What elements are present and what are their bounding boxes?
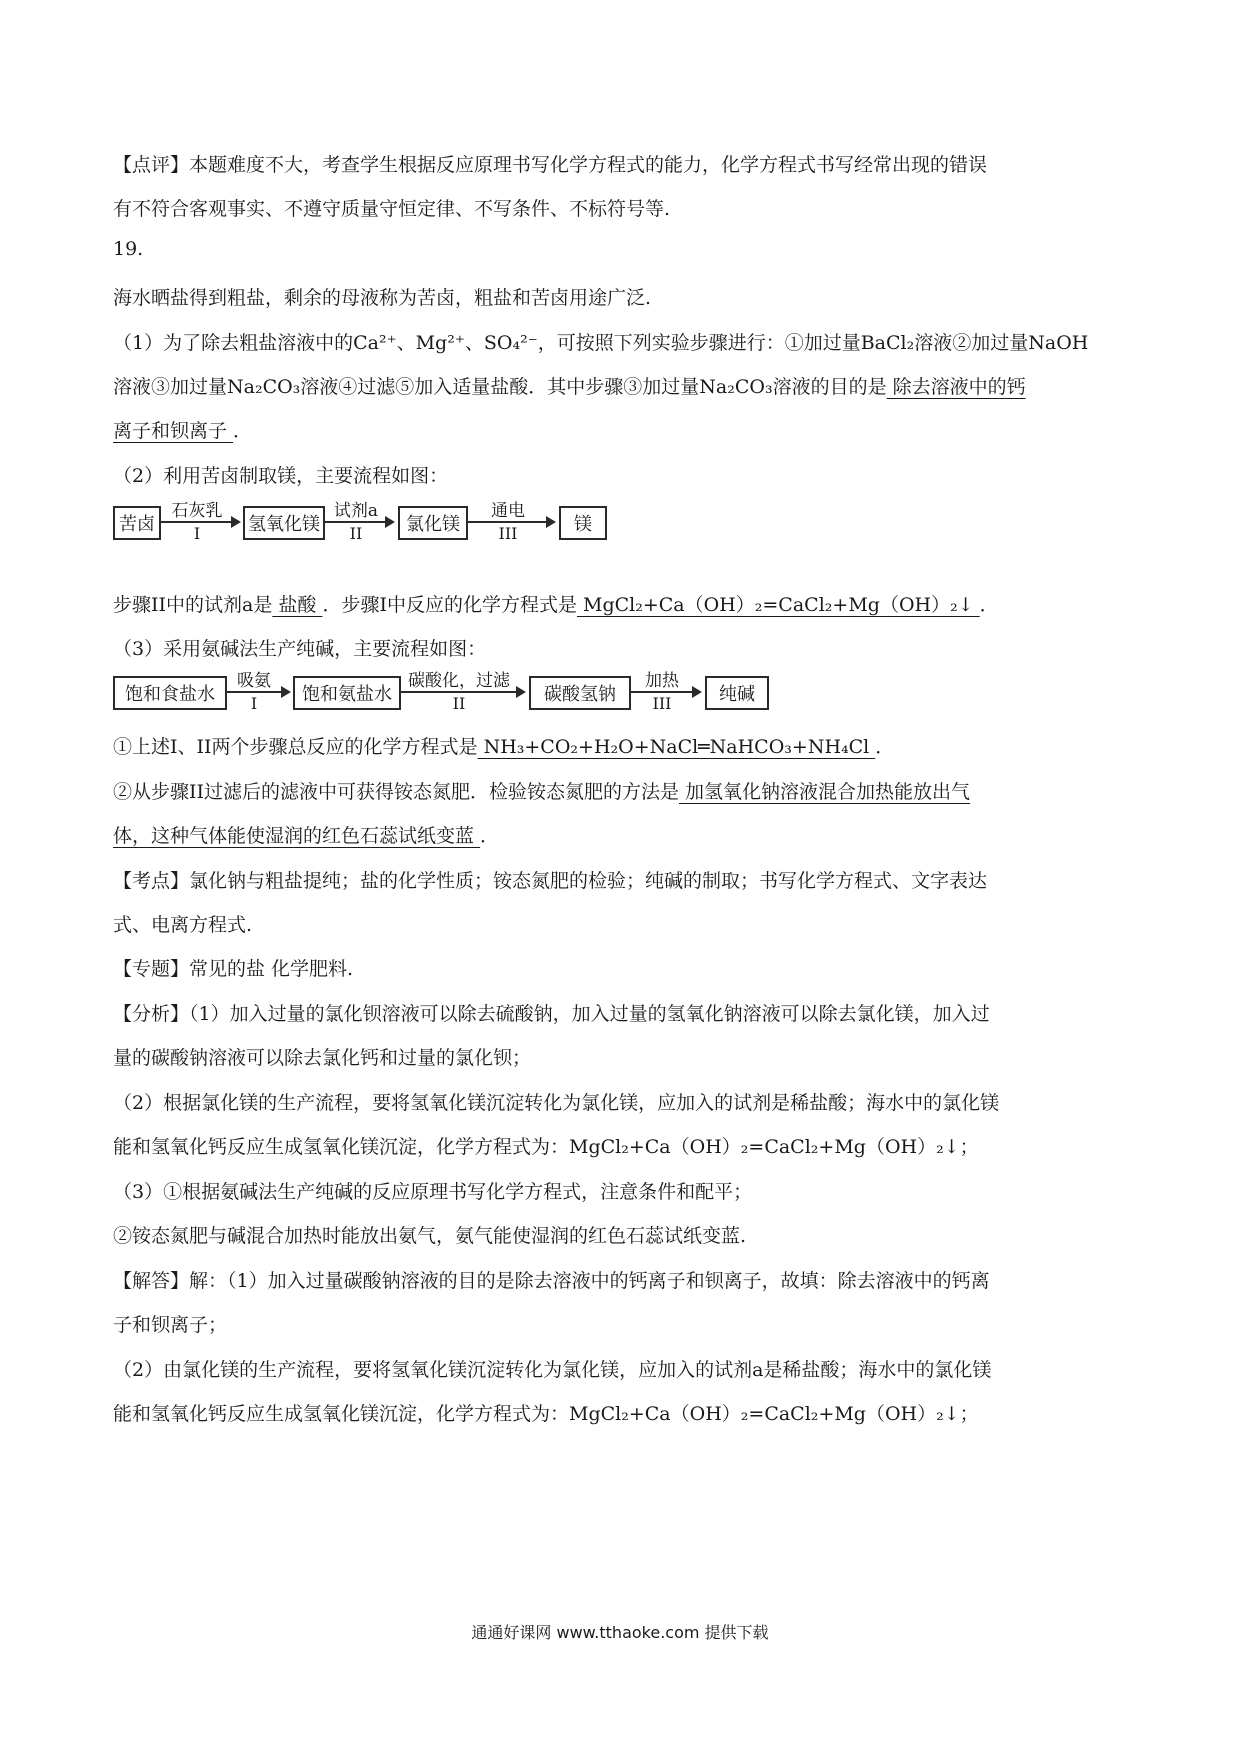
flowchart-soda <box>113 668 793 718</box>
flow-box: 纯碱 <box>705 676 769 710</box>
period: ． <box>979 594 999 616</box>
part1-line-3 <box>113 416 252 443</box>
solution-line-3: （2）由氯化镁的生产流程，要将氢氧化镁沉淀转化为氯化镁，应加入的试剂a是稀盐酸；海水中的氯化镁 <box>113 1359 992 1381</box>
part3-answer-1 <box>113 732 894 759</box>
arrow-label-bottom: III <box>498 524 518 543</box>
arrow-label-bottom: II <box>349 524 363 543</box>
part1-text: 溶液③加过量Na₂CO₃溶液④过滤⑤加入适量盐酸．其中步骤③加过量Na₂CO₃溶液的目的是 <box>113 376 887 398</box>
kaodian-line-2: 式、电离方程式. <box>113 914 253 936</box>
answer-blank: MgCl₂+Ca（OH）₂=CaCl₂+Mg（OH）₂↓ <box>576 594 980 616</box>
analysis-line-4: 能和氢氧化钙反应生成氢氧化镁沉淀，化学方程式为：MgCl₂+Ca（OH）₂=CaCl₂+Mg（OH）₂↓； <box>113 1136 979 1158</box>
part2-text: 步骤II中的试剂a是 <box>113 594 273 616</box>
part1-line-2 <box>113 372 1026 399</box>
part2-intro: （2）利用苦卤制取镁，主要流程如图： <box>113 465 449 487</box>
answer-blank: 体，这种气体能使湿润的红色石蕊试纸变蓝 <box>113 825 481 847</box>
answer-blank: 盐酸 <box>272 594 323 616</box>
answer-blank: NH₃+CO₂+H₂O+NaCl═NaHCO₃+NH₄Cl <box>477 736 876 758</box>
flow-arrow <box>400 668 526 718</box>
part1-text: （1）为了除去粗盐溶液中的Ca²⁺、Mg²⁺、SO₄²⁻，可按照下列实验步骤进行：①加过量BaCl₂溶液②加过量NaOH <box>113 332 1089 354</box>
arrow-label-bottom: II <box>452 694 466 713</box>
flow-box: 氯化镁 <box>398 506 468 540</box>
answer-blank: 加氢氧化钠溶液混合加热能放出气 <box>679 781 971 803</box>
flow-box: 碳酸氢钠 <box>529 676 631 710</box>
arrow-label-top: 加热 <box>645 671 679 691</box>
arrow-label-top: 石灰乳 <box>171 501 223 521</box>
flow-arrow <box>225 668 291 718</box>
answer-blank: 除去溶液中的钙 <box>886 376 1026 398</box>
kaodian-line-1: 【考点】氯化钠与粗盐提纯；盐的化学性质；铵态氮肥的检验；纯碱的制取；书写化学方程式、文字表达 <box>113 870 988 892</box>
analysis-line-2: 量的碳酸钠溶液可以除去氯化钙和过量的氯化钡； <box>113 1047 532 1069</box>
period: ． <box>233 420 253 442</box>
flow-arrow <box>161 498 241 548</box>
flow-box: 镁 <box>559 506 607 540</box>
arrow-label-top: 碳酸化，过滤 <box>408 671 510 691</box>
solution-line-2: 子和钡离子； <box>113 1314 228 1336</box>
part2-text: ．步骤I中反应的化学方程式是 <box>322 594 577 616</box>
analysis-line-6: ②铵态氮肥与碱混合加热时能放出氨气，氨气能使湿润的红色石蕊试纸变蓝. <box>113 1225 747 1247</box>
arrow-label-top: 试剂a <box>333 501 379 521</box>
page-footer: 通通好课网 www.tthaoke.com 提供下载 <box>471 1623 769 1642</box>
arrow-label-top: 通电 <box>491 501 525 521</box>
zhuanti-line: 【专题】常见的盐 化学肥料. <box>113 958 354 980</box>
part3-answer-2 <box>113 777 970 804</box>
flow-box: 苦卤 <box>113 506 161 540</box>
analysis-line-5: （3）①根据氨碱法生产纯碱的反应原理书写化学方程式，注意条件和配平； <box>113 1181 753 1203</box>
solution-line-4: 能和氢氧化钙反应生成氢氧化镁沉淀，化学方程式为：MgCl₂+Ca（OH）₂=CaCl₂+Mg（OH）₂↓； <box>113 1403 979 1425</box>
part2-answer-line <box>113 590 999 617</box>
arrow-label-top: 吸氨 <box>237 671 271 691</box>
part3-text: ①上述I、II两个步骤总反应的化学方程式是 <box>113 736 478 758</box>
flow-arrow <box>630 668 702 718</box>
flow-box: 饱和氨盐水 <box>293 676 401 710</box>
flow-arrow <box>468 498 556 548</box>
part3-answer-2-cont <box>113 821 499 848</box>
answer-blank: 离子和钡离子 <box>113 420 234 442</box>
comment-line-1: 【点评】本题难度不大，考查学生根据反应原理书写化学方程式的能力，化学方程式书写经常出现的错误 <box>113 154 988 176</box>
arrow-label-bottom: I <box>250 694 258 713</box>
flowchart-magnesium <box>113 498 633 548</box>
flow-box: 氢氧化镁 <box>243 506 325 540</box>
period: ． <box>480 825 500 847</box>
solution-line-1: 【解答】解：（1）加入过量碳酸钠溶液的目的是除去溶液中的钙离子和钡离子，故填：除去溶液中的钙离 <box>113 1270 990 1292</box>
period: ． <box>875 736 895 758</box>
part3-intro: （3）采用氨碱法生产纯碱，主要流程如图： <box>113 638 487 660</box>
flow-arrow <box>325 498 395 548</box>
comment-line-2: 有不符合客观事实、不遵守质量守恒定律、不写条件、不标符号等. <box>113 198 671 220</box>
analysis-line-1: 【分析】（1）加入过量的氯化钡溶液可以除去硫酸钠，加入过量的氢氧化钠溶液可以除去氯化镁，加入过 <box>113 1003 990 1025</box>
flow-box: 饱和食盐水 <box>113 676 227 710</box>
arrow-label-bottom: I <box>193 524 201 543</box>
question-intro: 海水晒盐得到粗盐，剩余的母液称为苦卤，粗盐和苦卤用途广泛. <box>113 287 652 309</box>
part1-line-1 <box>113 328 1088 355</box>
question-number: 19. <box>113 238 144 260</box>
analysis-line-3: （2）根据氯化镁的生产流程，要将氢氧化镁沉淀转化为氯化镁，应加入的试剂是稀盐酸；海水中的氯化镁 <box>113 1092 1000 1114</box>
arrow-label-bottom: III <box>652 694 672 713</box>
part3-text: ②从步骤II过滤后的滤液中可获得铵态氮肥．检验铵态氮肥的方法是 <box>113 781 680 803</box>
